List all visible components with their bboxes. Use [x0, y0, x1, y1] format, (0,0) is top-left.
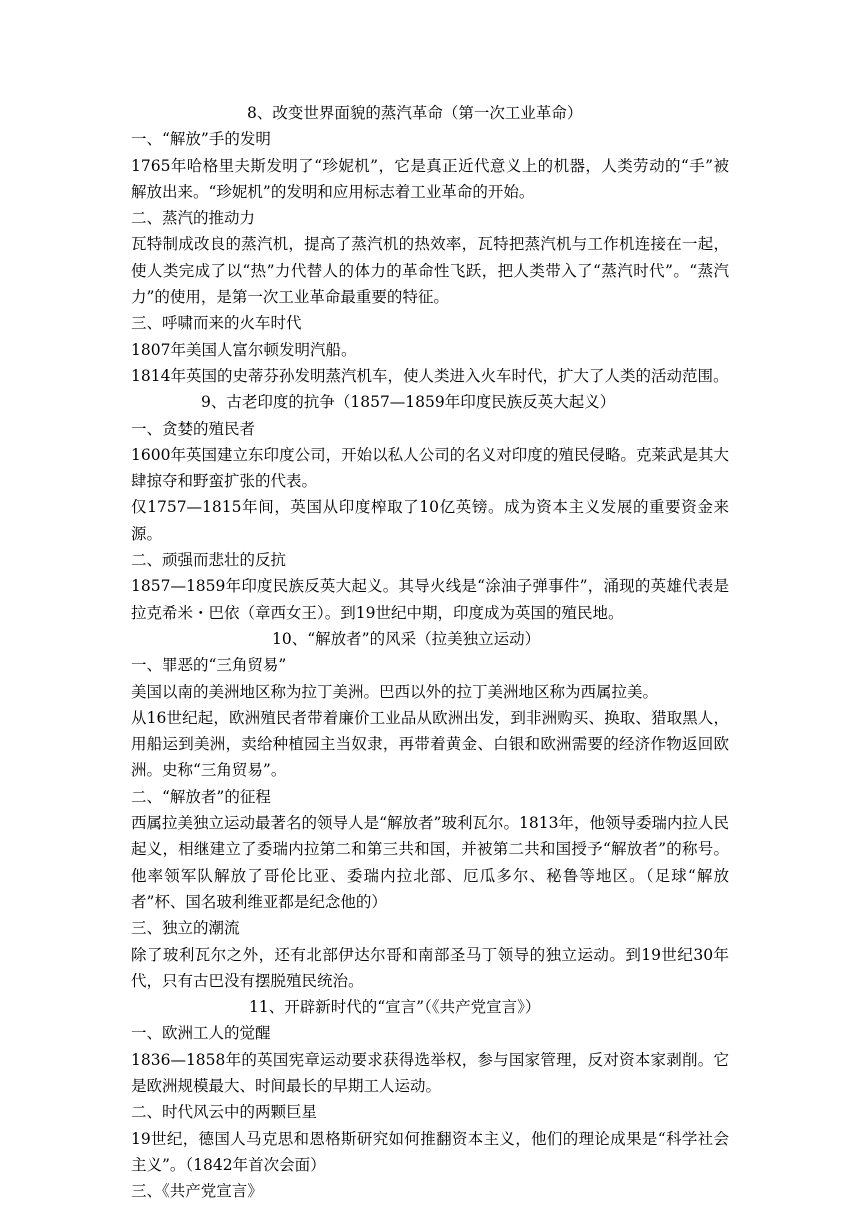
section-heading: 二、蒸汽的推动力 [131, 209, 256, 228]
paragraph: 美国以南的美洲地区称为拉丁美洲。巴西以外的拉丁美洲地区称为西属拉美。 [131, 682, 659, 701]
section-heading: 一、罪恶的“三角贸易” [131, 656, 287, 675]
chapter-title: 9、古老印度的抗争（1857—1859年印度民族反英大起义） [201, 393, 616, 412]
paragraph: 19世纪，德国人马克思和恩格斯研究如何推翻资本主义，他们的理论成果是“科学社会主义”。（1842年首次会面） [131, 1129, 729, 1174]
section-heading: 一、欧洲工人的觉醒 [131, 1024, 271, 1043]
section-heading: 一、贪婪的殖民者 [131, 419, 256, 438]
paragraph: 1600年英国建立东印度公司，开始以私人公司的名义对印度的殖民侵略。克莱武是其大肆掠夺和野蛮扩张的代表。 [131, 445, 729, 491]
section-heading: 三、《共产党宣言》 [131, 1182, 263, 1201]
paragraph: 西属拉美独立运动最著名的领导人是“解放者”玻利瓦尔。1813年，他领导委瑞内拉人民起义，相继建立了委瑞内拉第二和第三共和国，并被第二共和国授予“解放者”的称号。他率领军队解放了哥伦比亚、委瑞内拉北部、厄瓜多尔、秘鲁等地区。（足球“解放者”杯、国名玻利维亚都是纪念他的） [131, 814, 729, 911]
section-heading: 二、顽强而悲壮的反抗 [131, 551, 287, 570]
chapter-title: 10、“解放者”的风采（拉美独立运动） [272, 629, 541, 648]
paragraph: 1807年美国人富尔顿发明汽船。 [131, 340, 357, 359]
section-heading: 一、“解放”手的发明 [131, 130, 271, 149]
paragraph: 除了玻利瓦尔之外，还有北部伊达尔哥和南部圣马丁领导的独立运动。到19世纪30年代，只有古巴没有摆脱殖民统治。 [131, 945, 729, 990]
paragraph: 1857—1859年印度民族反英大起义。其导火线是“涂油子弹事件”，涌现的英雄代表是拉克希米・巴依（章西女王）。到19世纪中期，印度成为英国的殖民地。 [131, 577, 729, 622]
paragraph: 1836—1858年的英国宪章运动要求获得选举权，参与国家管理，反对资本家剥削。它是欧洲规模最大、时间最长的早期工人运动。 [131, 1050, 729, 1095]
document-body [131, 100, 729, 1204]
section-heading: 二、时代风云中的两颗巨星 [131, 1103, 318, 1122]
paragraph: 1765年哈格里夫斯发明了“珍妮机”，它是真正近代意义上的机器，人类劳动的“手”被解放出来。“珍妮机”的发明和应用标志着工业革命的开始。 [131, 156, 729, 201]
paragraph: 瓦特制成改良的蒸汽机，提高了蒸汽机的热效率，瓦特把蒸汽机与工作机连接在一起，使人类完成了以“热”力代替人的体力的革命性飞跃，把人类带入了“蒸汽时代”。“蒸汽力”的使用，是第一次工业革命最重要的特征。 [131, 235, 729, 307]
section-heading: 二、“解放者”的征程 [131, 787, 271, 806]
section-heading: 三、独立的潮流 [131, 919, 240, 938]
paragraph: 从16世纪起，欧洲殖民者带着廉价工业品从欧洲出发，到非洲购买、换取、猎取黑人，用船运到美洲，卖给种植园主当奴隶，再带着黄金、白银和欧洲需要的经济作物返回欧洲。史称“三角贸易”。 [131, 708, 729, 780]
chapter-title: 11、开辟新时代的“宣言”（《共产党宣言》） [249, 998, 541, 1017]
section-heading: 三、呼啸而来的火车时代 [131, 314, 302, 333]
paragraph: 仅1757—1815年间，英国从印度榨取了10亿英镑。成为资本主义发展的重要资金来源。 [131, 498, 729, 543]
chapter-title: 8、改变世界面貌的蒸汽革命（第一次工业革命） [247, 104, 583, 122]
paragraph: 1814年英国的史蒂芬孙发明蒸汽机车，使人类进入火车时代，扩大了人类的活动范围。 [131, 366, 729, 385]
